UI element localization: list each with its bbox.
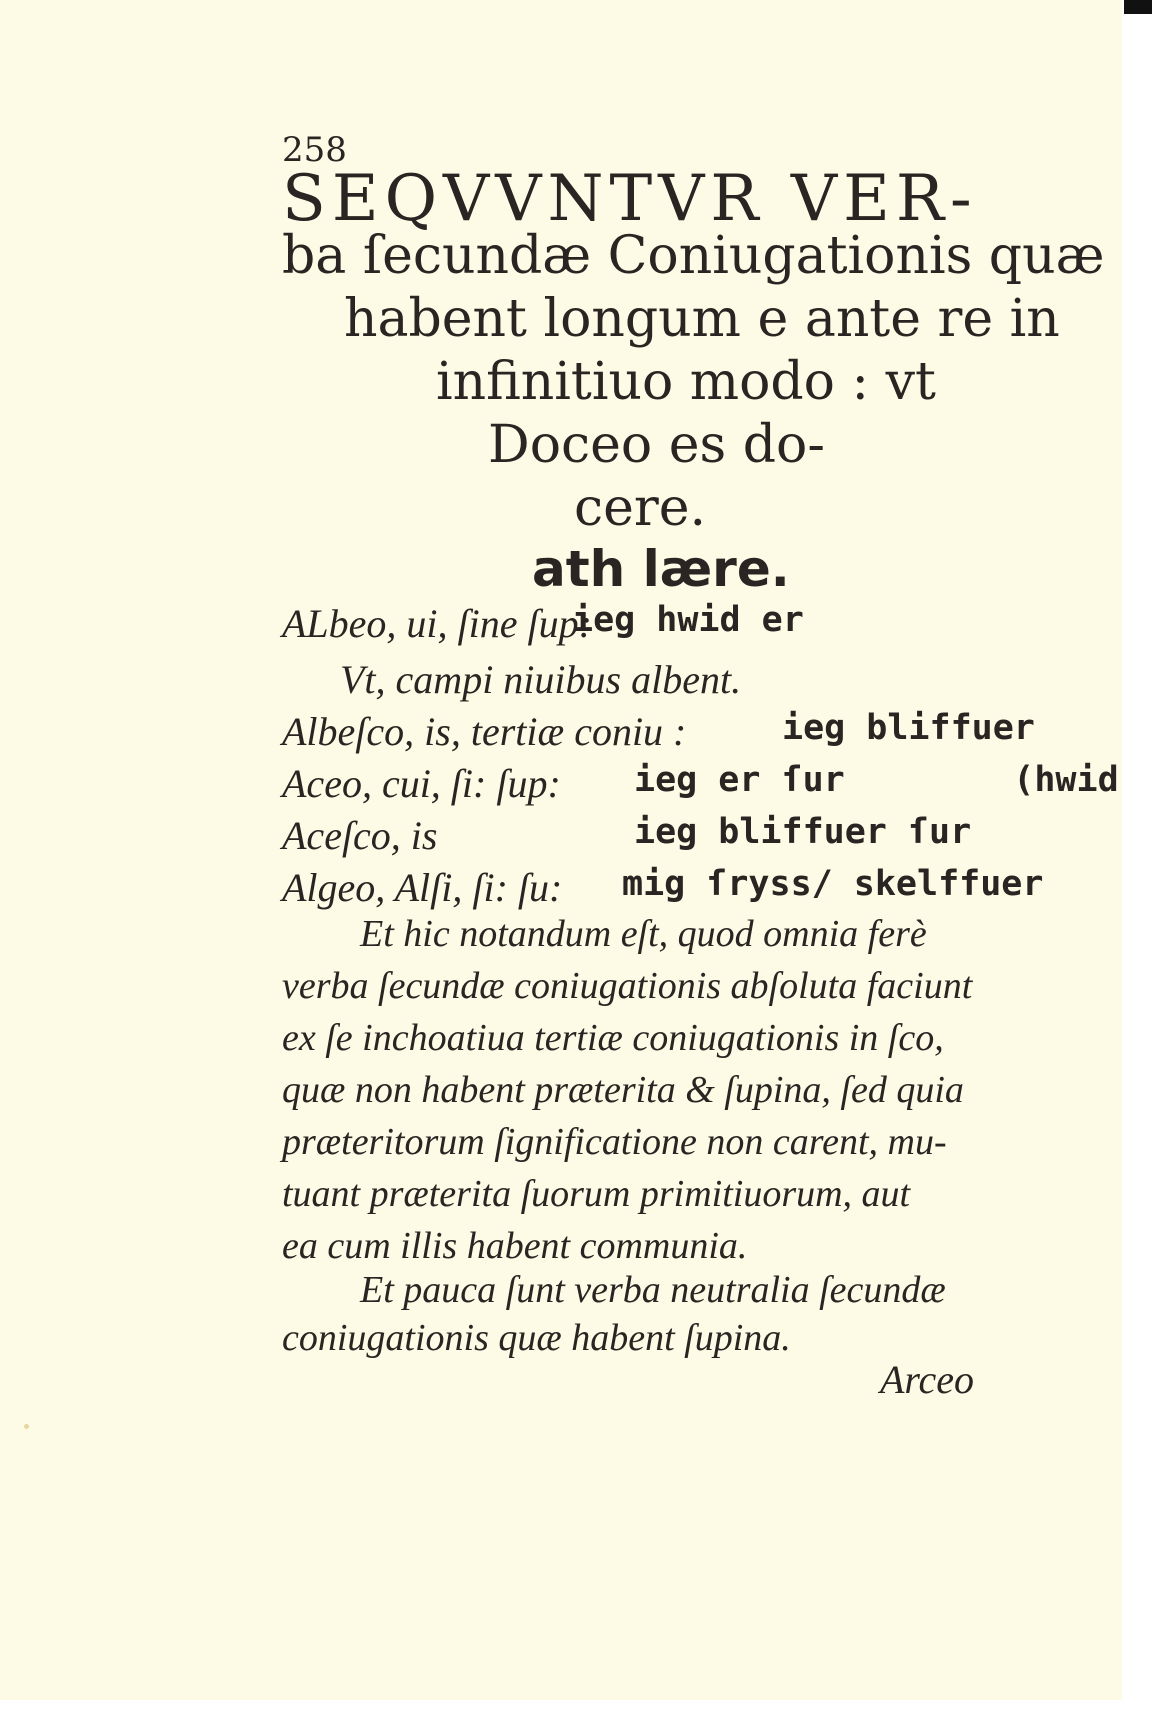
entry-latin: Albeſco, is, tertiæ coniu : [282,709,687,754]
heading-line-2: habent longum e ante re in [344,289,1060,349]
paper-speck [24,1424,29,1429]
heading-line-1: ba ſecundæ Coniugationis quæ [282,226,1105,286]
paragraph-line: tuant præterita ſuorum primitiuorum, aut [282,1173,911,1215]
entry-row [340,656,940,704]
entry-danish: mig ſryss/ skelffuer [622,864,1044,904]
page-number: 258 [282,130,347,170]
entry-danish: ieg bliffuer ſur [634,812,972,852]
paragraph-line: quæ non habent præterita & ſupina, ſed quia [282,1069,964,1111]
heading-line-5: cere. [574,478,707,538]
scan-corner-mark [1124,0,1152,14]
paragraph-line: coniugationis quæ habent ſupina. [282,1317,791,1359]
paragraph-line: verba ſecundæ coniugationis abſoluta faciunt [282,965,973,1007]
heading-line-3: infinitiuo modo : vt [436,352,936,412]
section-title: SEQVVNTVR VER- [282,162,978,236]
entry-latin: Aceo, cui, ſi: ſup: [282,761,561,806]
heading-line-4: Doceo es do- [488,415,825,475]
entry-row [282,760,1119,808]
entry-latin: Algeo, Alſi, ſi: ſu: [282,865,563,910]
paragraph-line: ex ſe inchoatiua tertiæ coniugationis in ſco, [282,1017,944,1059]
entry-latin: ALbeo, ui, ſine ſup: [282,601,592,646]
paragraph-line: Et hic notandum eſt, quod omnia ferè [360,913,927,955]
entry-danish: ieg bliffuer [782,708,1035,748]
entry-row [282,812,982,860]
entry-danish: ieg er ſur (hwid [634,760,1119,800]
entry-latin: Aceſco, is [282,813,438,858]
entry-row [282,708,1035,756]
scan-margin [1122,0,1152,1718]
entry-danish: ieg hwid er [572,600,804,640]
heading-danish-gloss: ath lære. [532,540,790,598]
paragraph-line: ea cum illis habent communia. [282,1225,748,1267]
paragraph-line: præteritorum ſignificatione non carent, mu- [282,1121,947,1163]
entry-row [282,600,982,648]
paragraph-line: Et pauca ſunt verba neutralia ſecundæ [360,1269,946,1311]
entry-latin: Vt, campi niuibus albent. [340,657,742,702]
catchword: Arceo [880,1357,975,1402]
entry-row [282,864,1044,912]
